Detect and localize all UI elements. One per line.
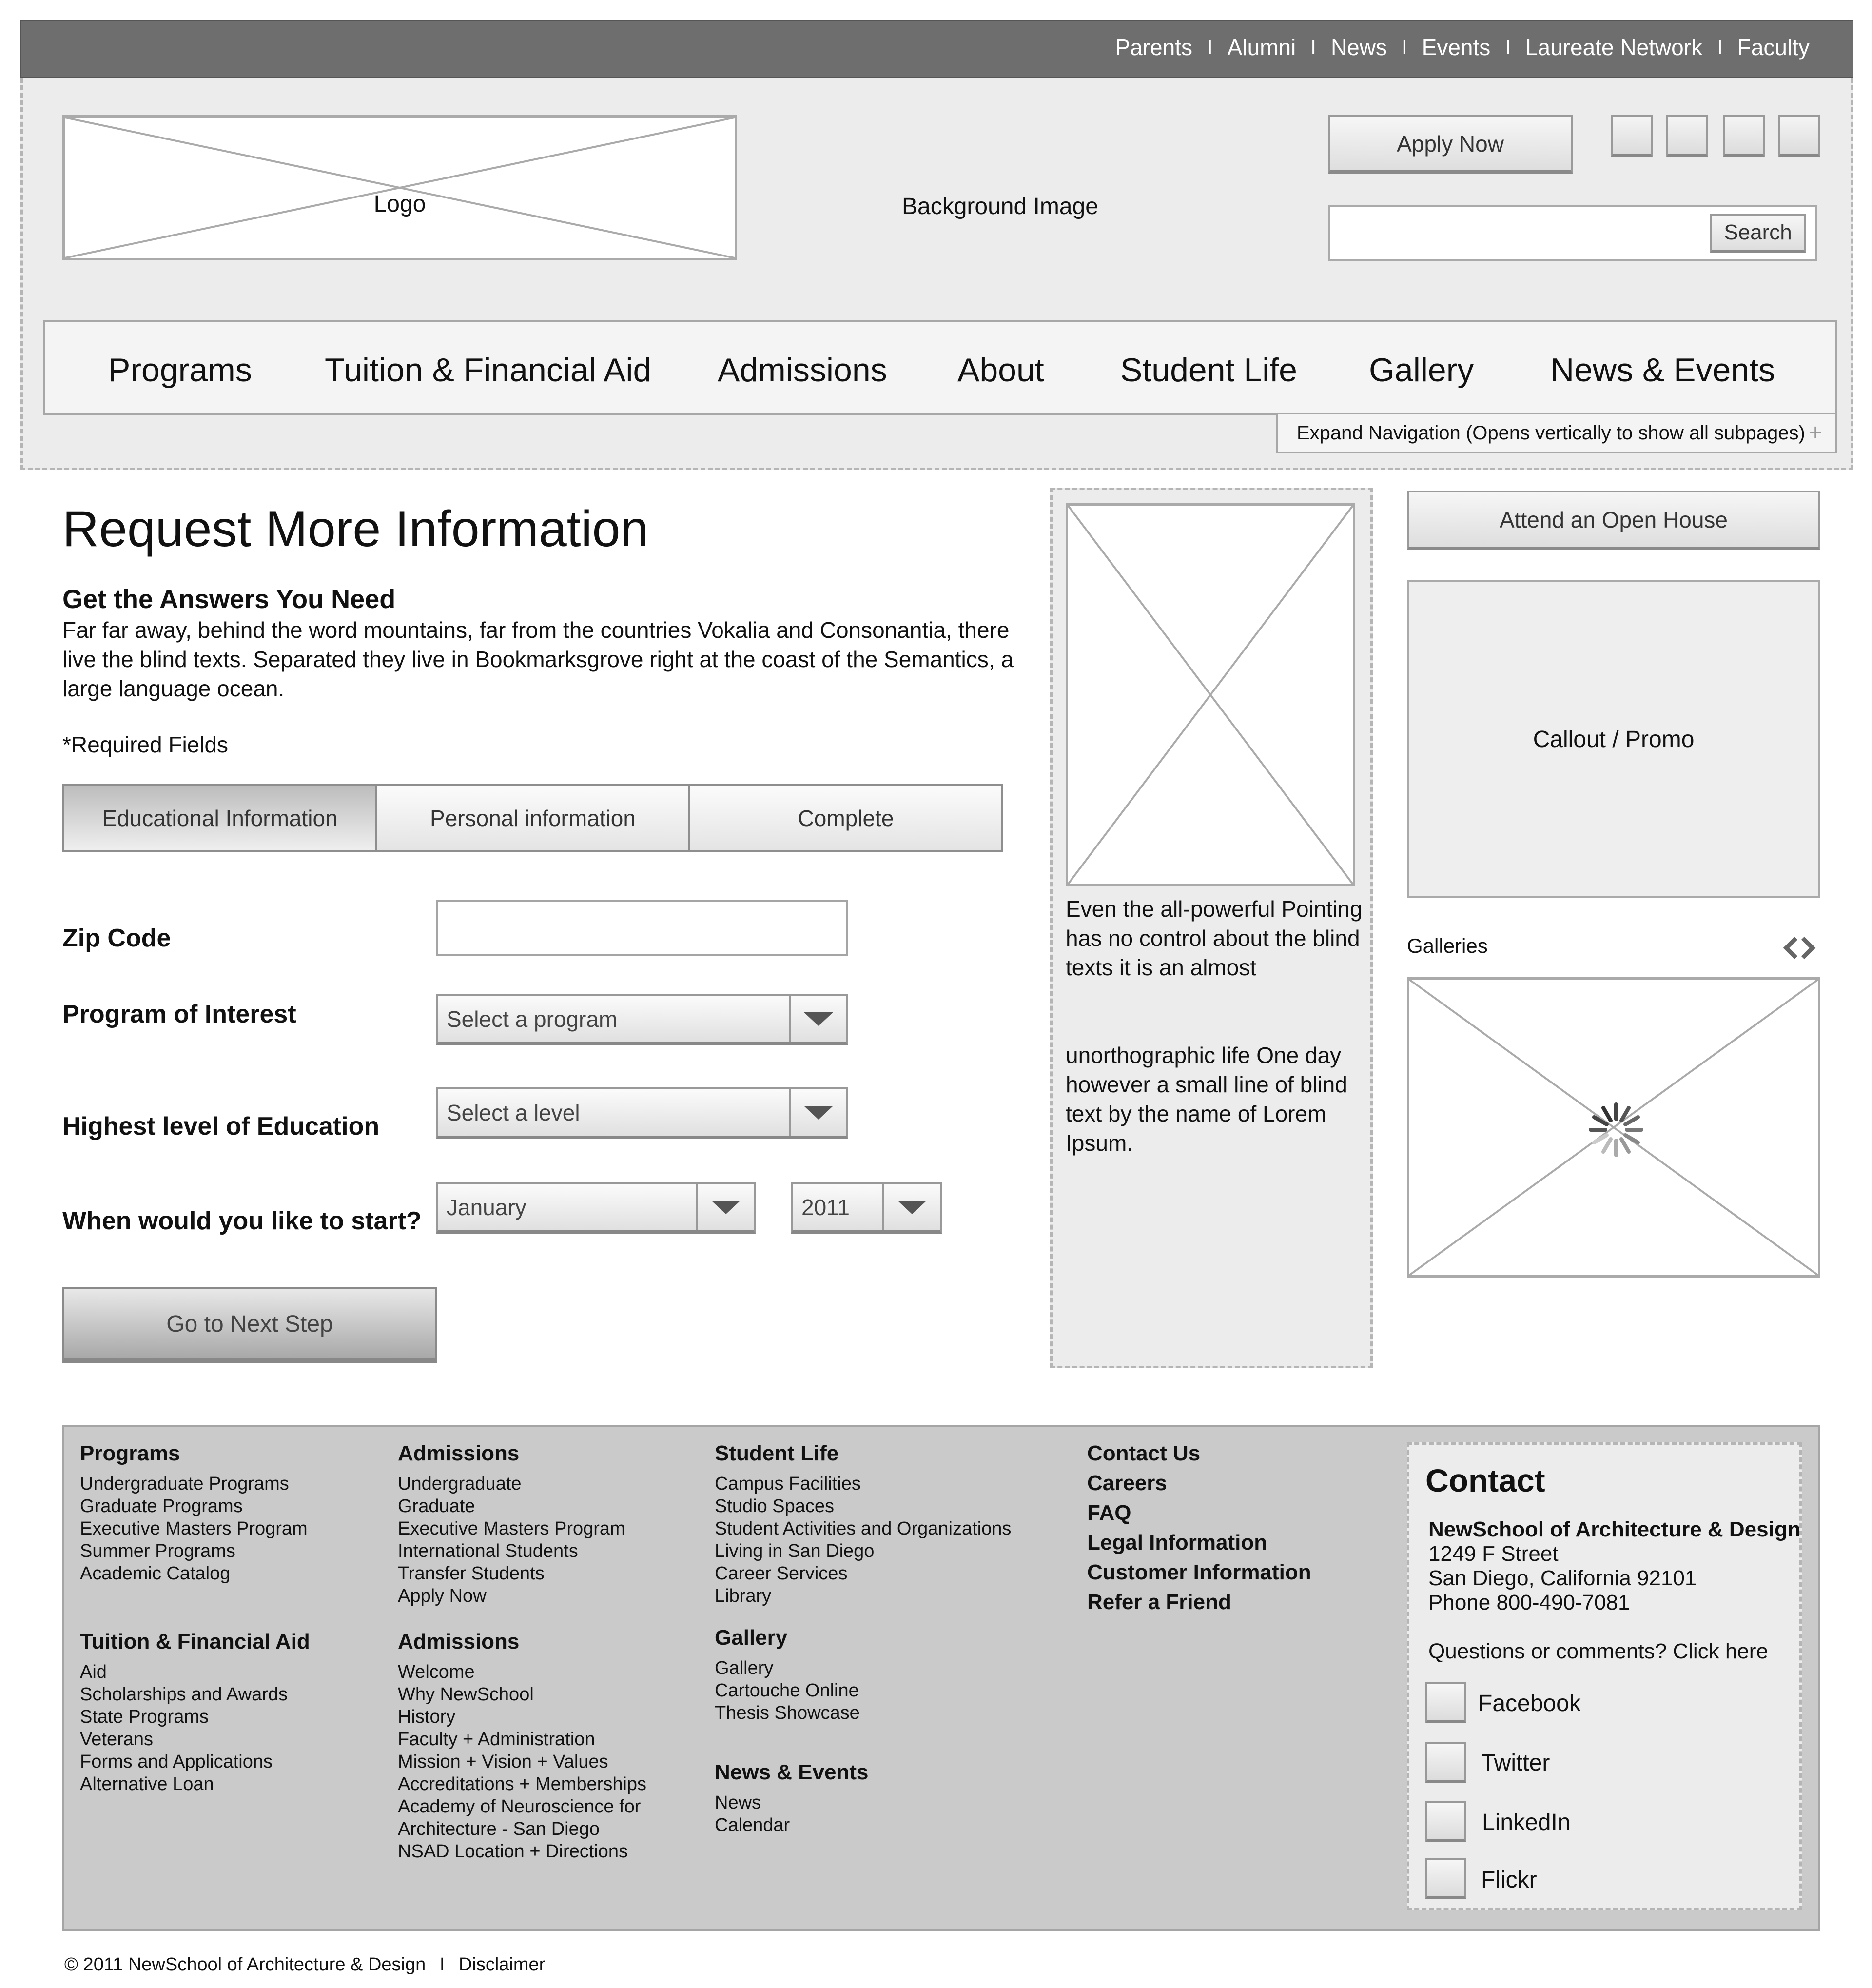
linkedin-link[interactable]: LinkedIn [1482, 1810, 1571, 1835]
logo-placeholder[interactable] [62, 115, 737, 260]
footer-quick-links [1087, 1438, 1311, 1617]
footer-link[interactable]: Veterans [80, 1729, 153, 1750]
header-social-icon-2[interactable] [1666, 115, 1708, 157]
apply-now-button[interactable] [1328, 115, 1573, 174]
attend-open-house-button[interactable] [1407, 491, 1820, 550]
zip-code-field[interactable] [436, 900, 848, 956]
footer-list-admissions [398, 1473, 625, 1607]
footer-link[interactable]: International Students [398, 1541, 578, 1561]
footer-link[interactable]: Library [715, 1586, 772, 1606]
nav-item-programs[interactable]: Programs [108, 352, 252, 389]
contact-address-line2: San Diego, California 92101 [1428, 1566, 1697, 1590]
contact-org: NewSchool of Architecture & Design [1428, 1517, 1801, 1541]
education-level-select[interactable] [436, 1087, 848, 1139]
contact-title: Contact [1425, 1462, 1545, 1498]
footer-link[interactable]: Living in San Diego [715, 1541, 875, 1561]
twitter-icon[interactable] [1425, 1742, 1466, 1783]
next-step-button[interactable] [62, 1287, 437, 1363]
chevron-down-icon[interactable] [882, 1184, 940, 1230]
twitter-link[interactable]: Twitter [1481, 1750, 1550, 1776]
footer-link-refer-a-friend[interactable]: Refer a Friend [1087, 1590, 1231, 1614]
start-year-select[interactable] [791, 1182, 942, 1234]
footer-link-legal-information[interactable]: Legal Information [1087, 1531, 1268, 1555]
utility-link-news[interactable]: News [1330, 35, 1387, 60]
facebook-link[interactable]: Facebook [1478, 1691, 1581, 1716]
program-select-value: Select a program [447, 1006, 618, 1032]
footer-link[interactable]: History [398, 1707, 456, 1727]
footer-link[interactable]: Executive Masters Program [80, 1518, 308, 1539]
footer-link[interactable]: Faculty + Administration [398, 1729, 595, 1750]
footer-link[interactable]: Why NewSchool [398, 1684, 534, 1705]
start-year-value: 2011 [801, 1194, 850, 1220]
footer-link[interactable]: Career Services [715, 1563, 848, 1584]
footer-list-gallery [715, 1657, 860, 1724]
feature-text-1: Even the all-powerful Pointing has no control about the blind texts it is an almost [1066, 896, 1363, 980]
search-input[interactable] [1334, 211, 1714, 256]
background-image-label: Background Image [902, 194, 1098, 219]
footer-link[interactable]: Transfer Students [398, 1563, 545, 1584]
footer-heading-programs[interactable]: Programs [80, 1441, 180, 1465]
footer-link[interactable]: Apply Now [398, 1586, 487, 1606]
footer-link[interactable]: Mission + Vision + Values [398, 1752, 608, 1772]
utility-separator: I [1717, 36, 1723, 59]
start-month-value: January [447, 1194, 526, 1220]
chevron-down-icon[interactable] [789, 1089, 846, 1136]
footer-heading-tuition[interactable]: Tuition & Financial Aid [80, 1630, 310, 1653]
tab-educational-information[interactable]: Educational Information [64, 786, 377, 850]
expand-navigation-label: Expand Navigation (Opens vertically to show all subpages) [1297, 422, 1805, 444]
education-level-label: Highest level of Education [62, 1112, 380, 1141]
footer-link[interactable]: Thesis Showcase [715, 1703, 860, 1723]
program-of-interest-label: Program of Interest [62, 1000, 296, 1028]
search-button[interactable] [1710, 214, 1806, 253]
required-fields-note: *Required Fields [62, 732, 229, 757]
footer-list-student-life [715, 1473, 1011, 1607]
footer-link[interactable]: Welcome [398, 1662, 475, 1682]
footer-list-tuition [80, 1661, 288, 1795]
footer-link[interactable]: Gallery [715, 1658, 774, 1678]
facebook-icon[interactable] [1425, 1682, 1466, 1723]
search-box [1328, 205, 1817, 261]
intro-text: Far far away, behind the word mountains, far from the countries Vokalia and Consonantia, there live the blind texts. Separated they live in Bookmarksgrove right at the coast of the Semantics, a large language ocean. [62, 617, 1014, 701]
utility-separator: I [1310, 36, 1316, 59]
plus-icon: + [1808, 420, 1822, 446]
apply-now-label: Apply Now [1397, 131, 1504, 157]
utility-separator: I [1207, 36, 1213, 59]
placeholder-cross-icon [65, 118, 735, 258]
utility-bar [20, 20, 1853, 78]
utility-link-laureate-network[interactable]: Laureate Network [1525, 35, 1703, 60]
zip-code-label: Zip Code [62, 924, 171, 952]
loading-spinner-icon [1587, 1101, 1645, 1159]
placeholder-cross-icon [1068, 506, 1353, 884]
page-title: Request More Information [62, 501, 649, 557]
attend-open-house-label: Attend an Open House [1500, 507, 1728, 532]
start-date-label: When would you like to start? [62, 1207, 422, 1235]
footer-heading-student-life[interactable]: Student Life [715, 1441, 839, 1465]
footer-link[interactable]: Academy of Neuroscience for [398, 1796, 641, 1817]
linkedin-icon[interactable] [1425, 1801, 1466, 1842]
contact-address [1428, 1517, 1801, 1615]
flickr-link[interactable]: Flickr [1481, 1867, 1537, 1893]
tab-personal-information[interactable]: Personal information [377, 786, 690, 850]
contact-question-link[interactable]: Questions or comments? Click here [1428, 1639, 1768, 1663]
copyright-text: © 2011 NewSchool of Architecture & Design [64, 1954, 426, 1975]
gallery-viewer[interactable] [1407, 977, 1820, 1278]
footer-list-programs [80, 1473, 308, 1585]
footer-link[interactable]: Aid [80, 1662, 107, 1682]
form-step-tabs [62, 784, 1003, 852]
utility-link-faculty[interactable]: Faculty [1737, 35, 1810, 60]
footer-heading-admissions[interactable]: Admissions [398, 1441, 520, 1465]
program-select[interactable] [436, 994, 848, 1045]
expand-navigation-button[interactable] [1276, 414, 1837, 453]
flickr-icon[interactable] [1425, 1858, 1466, 1899]
footer-link[interactable]: News [715, 1792, 761, 1813]
contact-address-line1: 1249 F Street [1428, 1542, 1559, 1566]
footer-link[interactable]: Studio Spaces [715, 1496, 835, 1516]
footer-list-news-events [715, 1791, 790, 1836]
footer-list-about [398, 1661, 646, 1863]
utility-link-alumni[interactable]: Alumni [1227, 35, 1296, 60]
galleries-label: Galleries [1407, 934, 1488, 957]
footer-link[interactable]: Academic Catalog [80, 1563, 231, 1584]
footer-link[interactable]: NSAD Location + Directions [398, 1841, 628, 1862]
footer-link[interactable]: Executive Masters Program [398, 1518, 625, 1539]
callout-promo[interactable] [1407, 580, 1820, 898]
chevron-down-icon[interactable] [696, 1184, 754, 1230]
footer-link[interactable]: Accreditations + Memberships [398, 1774, 647, 1794]
gallery-prev-next-icon[interactable] [1781, 935, 1817, 961]
search-button-label: Search [1724, 220, 1792, 244]
header-social-icon-3[interactable] [1723, 115, 1765, 157]
header-social-icon-1[interactable] [1611, 115, 1653, 157]
footer-link-customer-information[interactable]: Customer Information [1087, 1560, 1311, 1584]
nav-item-student-life[interactable]: Student Life [1120, 352, 1297, 389]
footer-link[interactable]: Graduate Programs [80, 1496, 243, 1516]
utility-link-events[interactable]: Events [1422, 35, 1491, 60]
form-subtitle: Get the Answers You Need [62, 585, 396, 614]
copyright-separator: I [439, 1954, 445, 1975]
utility-links [1115, 34, 1810, 60]
footer-link[interactable]: Architecture - San Diego [398, 1819, 600, 1839]
feature-text-2: unorthographic life One day however a small line of blind text by the name of Lorem Ipsum. [1066, 1043, 1347, 1156]
tab-complete[interactable]: Complete [690, 786, 1001, 850]
footer-link[interactable]: Calendar [715, 1815, 790, 1835]
footer-link-contact-us[interactable]: Contact Us [1087, 1441, 1201, 1465]
footer-link[interactable]: Summer Programs [80, 1541, 235, 1561]
footer-heading-news-events[interactable]: News & Events [715, 1760, 869, 1784]
footer-link[interactable]: Graduate [398, 1496, 475, 1516]
main-navigation [43, 320, 1837, 415]
footer-heading-gallery[interactable]: Gallery [715, 1626, 788, 1650]
footer-link[interactable]: Undergraduate Programs [80, 1474, 289, 1494]
footer-link[interactable]: Scholarships and Awards [80, 1684, 288, 1705]
footer-link[interactable]: Forms and Applications [80, 1752, 273, 1772]
header-social-icon-4[interactable] [1778, 115, 1820, 157]
utility-separator: I [1505, 36, 1511, 59]
education-level-select-value: Select a level [447, 1100, 580, 1125]
nav-item-about[interactable]: About [957, 352, 1044, 389]
feature-image-placeholder[interactable] [1066, 503, 1355, 886]
nav-item-tuition-financial-aid[interactable]: Tuition & Financial Aid [325, 352, 652, 389]
chevron-down-icon[interactable] [789, 996, 846, 1042]
start-month-select[interactable] [436, 1182, 756, 1234]
nav-item-admissions[interactable]: Admissions [718, 352, 887, 389]
footer-link-faq[interactable]: FAQ [1087, 1501, 1131, 1525]
nav-item-gallery[interactable]: Gallery [1369, 352, 1474, 389]
footer-link[interactable]: Cartouche Online [715, 1680, 859, 1701]
utility-link-parents[interactable]: Parents [1115, 35, 1192, 60]
footer-link-careers[interactable]: Careers [1087, 1471, 1167, 1495]
nav-item-news-events[interactable]: News & Events [1550, 352, 1775, 389]
footer-link[interactable]: Undergraduate [398, 1474, 522, 1494]
contact-phone: Phone 800-490-7081 [1428, 1591, 1630, 1614]
logo-label: Logo [373, 191, 426, 217]
copyright-line [64, 1954, 545, 1975]
disclaimer-link[interactable]: Disclaimer [458, 1954, 546, 1975]
callout-promo-label: Callout / Promo [1533, 726, 1695, 752]
footer-link[interactable]: State Programs [80, 1707, 209, 1727]
footer-link[interactable]: Campus Facilities [715, 1474, 861, 1494]
footer-link[interactable]: Student Activities and Organizations [715, 1518, 1012, 1539]
footer-heading-about[interactable]: Admissions [398, 1630, 520, 1653]
next-step-label: Go to Next Step [166, 1311, 333, 1337]
footer-link[interactable]: Alternative Loan [80, 1774, 214, 1794]
utility-separator: I [1401, 36, 1407, 59]
